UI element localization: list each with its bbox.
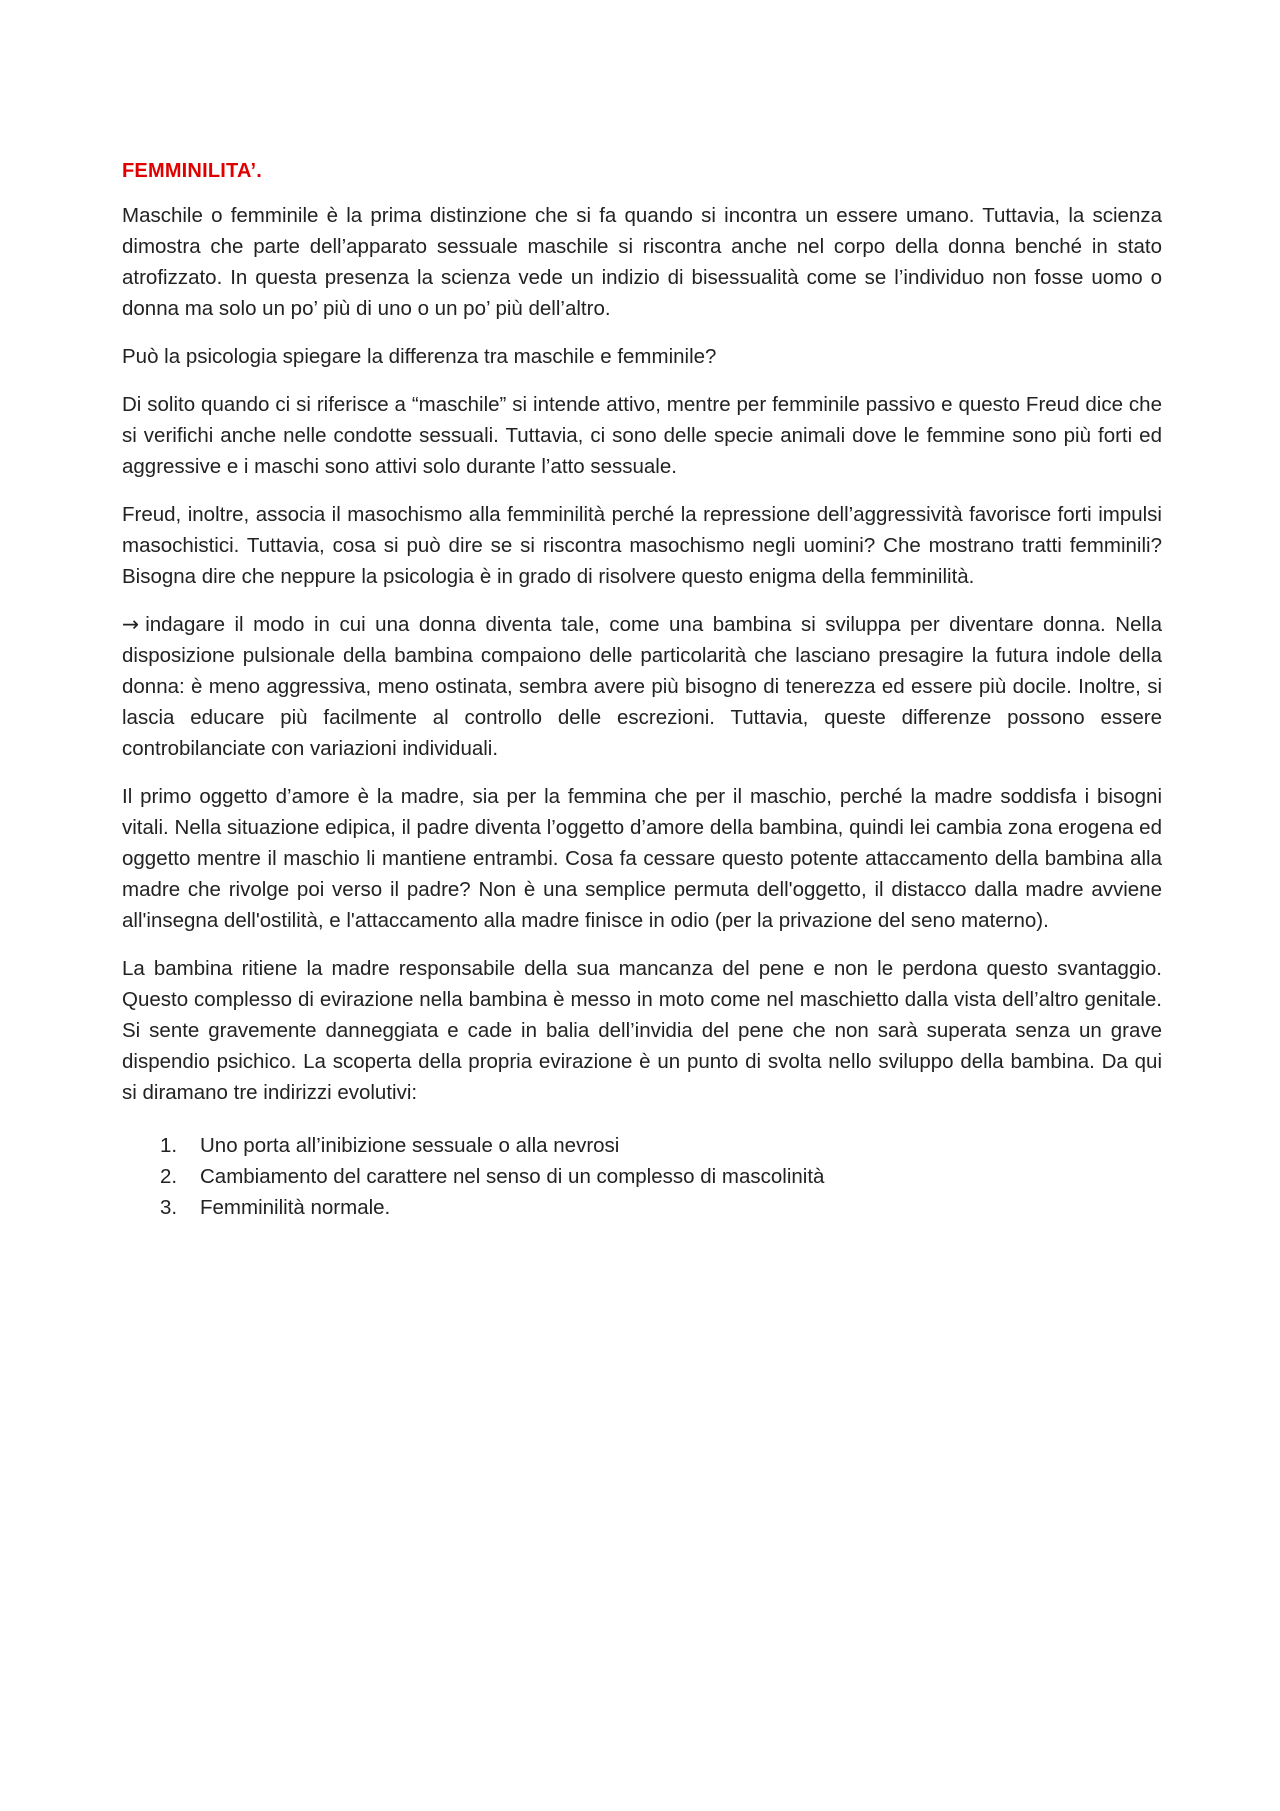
paragraph-6: Il primo oggetto d’amore è la madre, sia per la femmina che per il maschio, perché la madre soddisfa i bisogni vitali. Nella situazione edipica, il padre diventa l’oggetto d’amore della bambina, quindi lei cambia zona erogena ed oggetto mentre il maschio li mantiene entrambi. Cosa fa cessare questo potente attaccamento della bambina alla madre che rivolge poi verso il padre? Non è una semplice permuta dell'oggetto, il distacco dalla madre avviene all'insegna dell'ostilità, e l'attaccamento alla madre finisce in odio (per la privazione del seno materno). bbox=[122, 785, 1162, 932]
document-page bbox=[122, 150, 1162, 1223]
paragraph-5-text: indagare il modo in cui una donna diventa tale, come una bambina si sviluppa per diventare donna. Nella disposizione pulsionale della bambina compaiono delle particolarità che lasciano presagire la futura indole della donna: è meno aggressiva, meno ostinata, sembra avere più bisogno di tenerezza ed essere più docile. Inoltre, si lascia educare più facilmente al controllo delle escrezioni. Tuttavia, queste differenze possono essere controbilanciate con variazioni individuali. bbox=[122, 613, 1162, 760]
paragraph-4: Freud, inoltre, associa il masochismo alla femminilità perché la repressione dell’aggressività favorisce forti impulsi masochistici. Tuttavia, cosa si può dire se si riscontra masochismo negli uomini? Che mostrano tratti femminili? Bisogna dire che neppure la psicologia è in grado di risolvere questo enigma della femminilità. bbox=[122, 503, 1162, 588]
paragraph-5 bbox=[122, 609, 1162, 764]
paragraph-2: Può la psicologia spiegare la differenza tra maschile e femminile? bbox=[122, 345, 717, 368]
list-item bbox=[122, 1161, 1162, 1192]
list-item-text: Uno porta all’inibizione sessuale o alla nevrosi bbox=[200, 1134, 620, 1157]
arrow-right-icon: → bbox=[122, 612, 140, 636]
list-item bbox=[122, 1130, 1162, 1161]
list-item-number: 1. bbox=[160, 1134, 178, 1157]
document-title: FEMMINILITA’. bbox=[122, 160, 262, 182]
numbered-list bbox=[122, 1130, 1162, 1223]
paragraph-7: La bambina ritiene la madre responsabile della sua mancanza del pene e non le perdona questo svantaggio. Questo complesso di evirazione nella bambina è messo in moto come nel maschietto dalla vista dell’altro genitale. Si sente gravemente danneggiata e cade in balia dell’invidia del pene che non sarà superata senza un grave dispendio psichico. La scoperta della propria evirazione è un punto di svolta nello sviluppo della bambina. Da qui si diramano tre indirizzi evolutivi: bbox=[122, 957, 1162, 1104]
list-item-number: 3. bbox=[160, 1196, 178, 1219]
list-item-number: 2. bbox=[160, 1165, 178, 1188]
paragraph-1: Maschile o femminile è la prima distinzione che si fa quando si incontra un essere umano. Tuttavia, la scienza dimostra che parte dell’apparato sessuale maschile si riscontra anche nel corpo della donna benché in stato atrofizzato. In questa presenza la scienza vede un indizio di bisessualità come se l’individuo non fosse uomo o donna ma solo un po’ più di uno o un po’ più dell’altro. bbox=[122, 204, 1162, 320]
list-item bbox=[122, 1192, 1162, 1223]
list-item-text: Cambiamento del carattere nel senso di un complesso di mascolinità bbox=[200, 1165, 825, 1188]
paragraph-3: Di solito quando ci si riferisce a “maschile” si intende attivo, mentre per femminile passivo e questo Freud dice che si verifichi anche nelle condotte sessuali. Tuttavia, ci sono delle specie animali dove le femmine sono più forti ed aggressive e i maschi sono attivi solo durante l’atto sessuale. bbox=[122, 393, 1162, 478]
list-item-text: Femminilità normale. bbox=[200, 1196, 391, 1219]
